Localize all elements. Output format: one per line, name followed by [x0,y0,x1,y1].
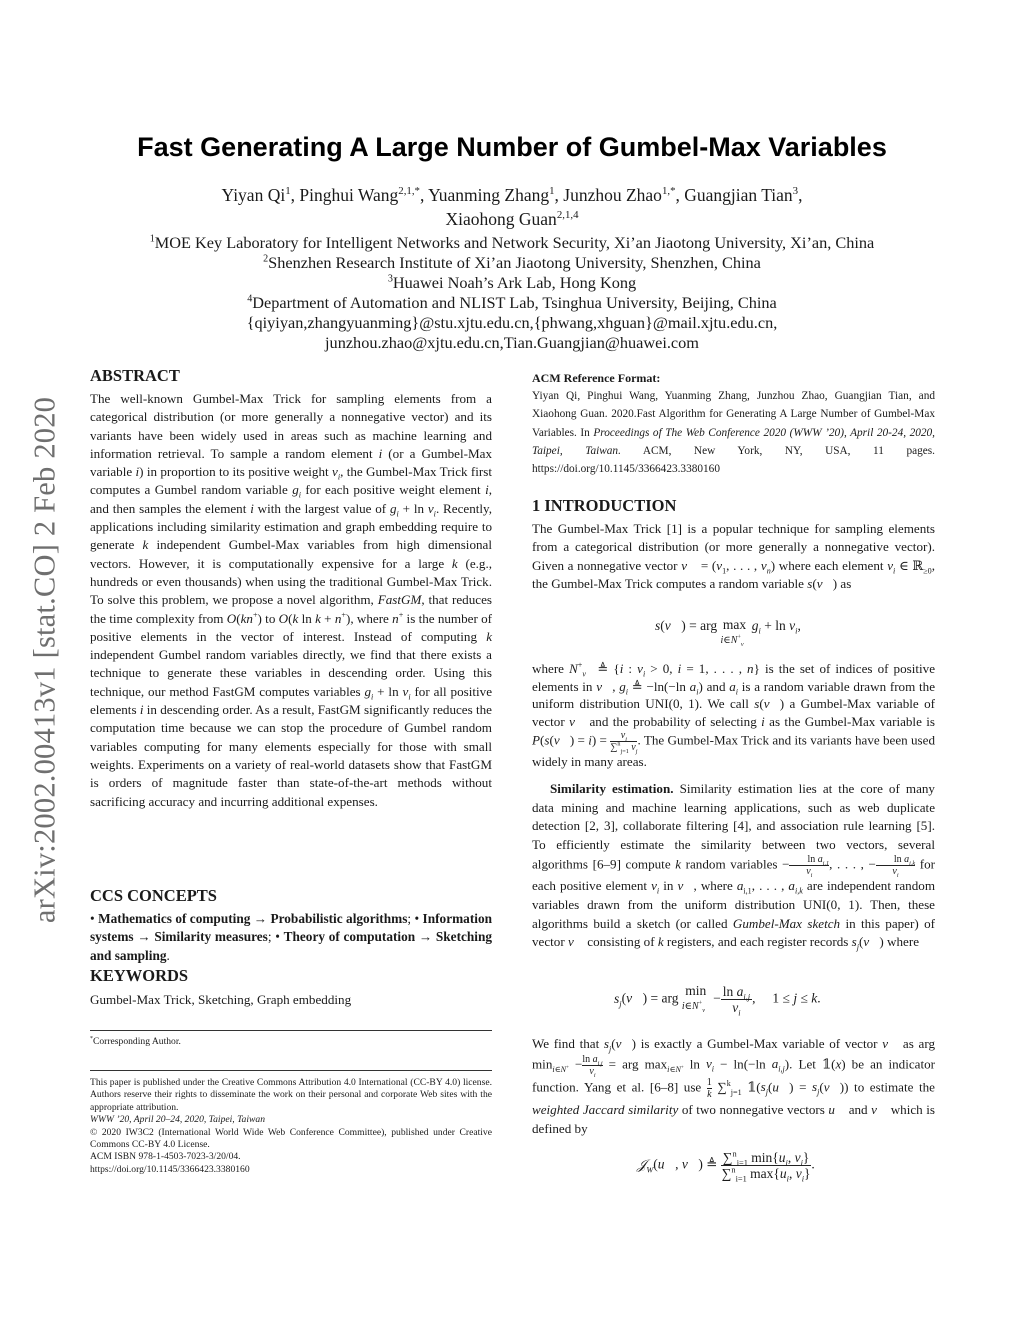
intro-text: registers, and each register records [663,934,852,950]
ccs-term: Information systems [90,911,492,945]
affiliation [60,293,964,313]
intro-text: Similarity estimation lies at the core of many data mining and machine learning applications, such as web duplicate detection [2, 3], collaborate filtering [4], and association rule learning [5]. To efficiently estimate the similarity between two vectors, several algorithms [6–9] compute [532,781,935,872]
intro-text: where [883,934,920,950]
intro-text: a Gumbel-Max variable of vector [532,696,935,729]
arxiv-stamp [20,355,70,965]
abstract-text: is the number of positive elements in the vector of interest. Instead of computing [90,610,493,644]
intro-text: as the Gumbel-Max variable is [764,713,935,729]
abstract-text: in descending order. As a result, FastGM significantly reduces the computation time because we can stop the procedure of Gumbel random variables computing for many elements especially for those with small weights. Experiments on a variety of real-world datasets show that FastGM is orders of magnitude faster than state-of-the-art methods without sacrificing accuracy and incurring additional expenses. [90,702,492,809]
ccs-term: Similarity measures [154,929,268,945]
term-weighted-jaccard: weighted Jaccard similarity [532,1101,679,1117]
acm-ref-authors: Yiyan Qi, Pinghui Wang, Yuanming Zhang, Junzhou Zhao, Guangjian Tian, and Xiaohong Guan. 2020.Fast Algorithm for Generating A Large Number of Gumbel-Max Variables. In [532,390,935,439]
intro-text: . The Gumbel-Max Trick and its variants have been used widely in many areas. [532,732,936,770]
license-venue: WWW ’20, April 20–24, 2020, Taipei, Taiwan [90,1114,266,1126]
intro-text: The Gumbel-Max Trick [1] is a popular technique for sampling elements from a categorical distribution (or more generally a nonnegative vector). Given a nonnegative vector [532,521,935,573]
author-name: Yiyan Qi [221,185,286,205]
footnote-text: Corresponding Author. [92,1036,181,1047]
equation-weighted-jaccard: 𝒥$_W$(u⃗, v⃗) ≜ $\frac{\sum^n_{i=1} \min\{u_i, v_i\}}{\sum^n_{i=1} \max\{u_i, v_i\}}$ . [637,1149,815,1184]
ccs-term: Sketching and sampling [90,929,493,963]
intro-text: is the set of indices of positive elements in [532,661,936,694]
license-copyright: © 2020 IW3C2 (International World Wide Web Conference Committee), published under Creative Commons CC-BY 4.0 License. [90,1126,492,1151]
license-rule [90,1070,492,1071]
intro-text: and the probability of selecting [585,713,762,729]
intro-text: , the Gumbel-Max Trick computes a random variable [532,557,936,591]
affiliation-sup: 3 [387,273,393,285]
intro-text: consisting of [584,934,658,950]
acm-ref-text [532,387,935,478]
author-list [60,185,964,206]
author-name: Xiaohong Guan [445,209,557,229]
intro-heading: 1 INTRODUCTION [532,496,677,515]
abstract-body: The well-known Gumbel-Max Trick for sampling elements from a categorical distribution (or more generally a nonnegative vector) and its variants have been widely used in areas such as machine learning and information retrieval. To sample a random element i (or a Gumbel-Max variable i) in proportion to its positive weight $v_i$, the Gumbel-Max Trick first computes a Gumbel random variable $g_i$ for each positive weight element i, and then samples the element i with the largest value of $g_i + \ln v_i$. Recently, applications including similarity estimation and graph embedding require to generate k independent Gumbel-Max variables from high dimensional vectors. However, it is computationally expensive for a large k (e.g., hundreds or even thousands) when using the traditional Gumbel-Max Trick. To solve this problem, we propose a novel algorithm, FastGM, that reduces the time complexity from O(kn+) to O(k ln k + n+), where n+ is the number of positive elements in the vector of interest. Instead of computing k independent Gumbel random variables directly, we find that there exists a technique to generate these variables in descending order. Using this technique, our method FastGM computes variables $g_i + \ln v_i$ for all positive elements i in descending order. As a result, FastGM significantly reduces the computation time because we can stop the procedure of Gumbel random variables computing for many elements especially for those with small weights. Experiments on a variety of real-world datasets show that FastGM is orders of magnitude faster than state-of-the-art methods without sacrificing accuracy and incurring additional expenses. [90,391,493,809]
intro-para-2: where $N^+_{v⃗}$ ≜ {i : $v_i > 0$, i = 1, . . . , n} is the set of indices of positive elements in v⃗, $g_i$ ≜ −ln(−ln $a_i$) and $a_i$ is a random variable drawn from the uniform distribution UNI(0, 1). We call s(v⃗) a Gumbel-Max variable of vector v⃗ and the probability of selecting i as the Gumbel-Max variable is P(s(v⃗) = i) = $\frac{v_i}{\sum^n_{j=1} v_j}$. The Gumbel-Max Trick and its variants have been used widely in many areas. [532,660,936,770]
intro-text: be an indicator function. Yang et al. [6–8] use [532,1056,936,1095]
author-sup: 2,1,4 [556,209,579,222]
intro-text: where [700,878,737,894]
abstract-text: , and then samples the element [90,482,492,516]
license-text: This paper is published under the Creative Commons Attribution 4.0 International (CC-BY 4.0) license. Authors reserve their rights to disseminate the work on their personal and corporate Web sites with the appropriate attribution. [90,1077,492,1113]
affiliation-sup: 4 [247,293,253,305]
abstract-text: for all positive elements [90,683,493,718]
author-sup: 3 [792,185,799,198]
author-separator: , [798,185,803,205]
author-sup: 1,* [661,185,676,198]
intro-text: where each element [775,557,888,573]
term-gumbel-max-sketch: Gumbel-Max sketch [732,915,841,931]
author-list-line2 [60,209,964,230]
footnote-rule [90,1030,492,1031]
email-line: junzhou.zhao@xjtu.edu.cn,Tian.Guangjian@huawei.com [325,333,699,352]
ccs-heading: CCS CONCEPTS [90,886,217,905]
abstract-text: ) in proportion to its positive weight [139,464,332,480]
intro-para-1: The Gumbel-Max Trick [1] is a popular technique for sampling elements from a categorical distribution (or more generally a nonnegative vector). Given a nonnegative vector v⃗ = ($v_1$, . . . , $v_n$) where each element $v_i$ ∈ ℝ$_{\ge 0}$, the Gumbel-Max Trick computes a random variable s(v⃗) as [532,521,936,591]
intro-para-3: Similarity estimation. Similarity estimation lies at the core of many data mining and machine learning applications, such as web duplicate detection [2, 3], collaborate filtering [4], and association rule learning [5]. To efficiently estimate the similarity between two vectors, several algorithms [6–9] compute k random variables − $\frac{\ln a_{i,1}}{v_i}$, . . . , − $\frac{\ln a_{i,k}}{v_i}$ for each positive element $v_i$ in v⃗, where $a_{i,1}$, . . . , $a_{i,k}$ are independent random variables drawn from the uniform distribution UNI(0, 1). Then, these algorithms build a sketch (or called Gumbel-Max sketch in this paper) of vector v⃗ consisting of k registers, and each register records $s_j(v⃗)$ where [532,781,936,952]
abstract-text: . Recently, applications including similarity estimation and graph embedding require to generate [90,500,492,553]
abstract-text: , the Gumbel-Max Trick first computes a Gumbel random variable [90,464,492,498]
intro-text: in this paper) of vector [532,915,935,950]
intro-text: as [898,1036,919,1051]
author-sup: 1 [549,185,555,198]
intro-text: for each positive element [532,856,935,894]
affiliation-sup: 1 [149,233,155,245]
footnote: *Corresponding Author. [90,1035,181,1047]
intro-text: is a random variable drawn from the uniform distribution UNI(0, 1). We call [532,678,936,712]
abstract-text: for each positive weight element [301,482,486,498]
intro-text: to estimate the [848,1079,935,1095]
affiliation-text: Huawei Noah’s Ark Lab, Hong Kong [392,273,637,292]
equation-gumbel-max: s(v⃗) = arg max $i\in N^+_{v⃗}$ $g_i + \ln v_i$, [655,617,801,648]
intro-text: and [702,678,730,694]
affiliation-text: Department of Automation and NLIST Lab, Tsinghua University, Beijing, China [252,293,777,312]
keywords-text: Gumbel-Max Trick, Sketching, Graph embedding [90,992,352,1007]
license-block [90,1077,492,1176]
author-sup: 2,1,* [398,185,420,198]
affiliation [60,273,964,293]
ccs-term: Theory of computation [283,929,416,945]
acm-ref-tail: ACM, New York, NY, USA, 11 pages. https://doi.org/10.1145/3366423.3380160 [532,444,936,476]
license-doi: https://doi.org/10.1145/3366423.3380160 [90,1163,250,1175]
intro-text: as [837,575,852,591]
abstract-text: with the largest value of [253,500,390,516]
arxiv-stamp-text: arXiv:2002.00413v1 [stat.CO] 2 Feb 2020 [27,396,62,924]
ccs-term: Probabilistic algorithms [270,911,408,926]
abstract-text: independent Gumbel-Max variables from high dimensional vectors. However, it is computationally expensive for a large [90,537,492,571]
equation-sketch-register: $s_j(v⃗)$ = arg min $i\in N^+_{v⃗}$ − $\frac{\ln a_{i,j}}{v_i}$ , 1 ≤ j ≤ k. [614,983,821,1018]
ccs-term: Mathematics of computing [98,911,251,926]
author-name: , Junzhou Zhao [554,185,662,205]
paper-title: Fast Generating A Large Number of Gumbel-Max Variables [137,132,887,162]
affiliation-sup: 2 [263,253,269,265]
acm-ref-proceedings: Proceedings of The Web Conference 2020 (WWW ’20), April 20-24, 2020, Taipei, Taiwan. [532,426,935,457]
intro-text: and [845,1101,872,1117]
ccs-concepts: • Mathematics of computing → Probabilistic algorithms; • Information systems → Similarity measures; • Theory of computation → Sketching and sampling. [90,911,493,963]
intro-text: is exactly a Gumbel-Max variable of vector [636,1036,883,1051]
intro-para-4: We find that $s_j(v⃗)$ is exactly a Gumbel-Max variable of vector v⃗ as arg $\min_{i\in N^+}$ − $\frac{\ln a_{i,j}}{v_i}$ = arg $\max_{i\in N^+} \ln v_i - \ln(-\ln$ $a_{i,j}$). Let 𝟙(x) be an indicator function. Yang et al. [6–8] use $\frac{1}{k} \sum^k_{j=1}$ $𝟙(s_j(u⃗)$ = $s_j(v⃗)$) to estimate the weighted Jaccard similarity of two nonnegative vectors u⃗ and v⃗ which is defined by [532,1036,936,1137]
affiliation-text: MOE Key Laboratory for Intelligent Networks and Network Security, Xi’an Jiaotong University, Xi’an, China [154,233,875,252]
intro-text: are independent random variables drawn from the uniform distribution UNI(0, 1). Then, these algorithms build a sketch (or called [532,878,936,931]
author-name: , Yuanming Zhang [419,185,550,205]
affiliation [60,233,964,253]
intro-text: which is defined by [532,1101,936,1137]
intro-text: of two nonnegative vectors [678,1101,829,1117]
author-name: , Pinghui Wang [290,185,399,205]
license-isbn: ACM ISBN 978-1-4503-7023-3/20/04. [90,1151,241,1163]
author-sup: 1 [285,185,291,198]
author-name: , Guangjian Tian [675,185,793,205]
algorithm-name: FastGM [377,592,422,608]
affiliation [60,253,964,273]
abstract-text: , that reduces the time complexity from [90,592,492,626]
intro-text: . Let [789,1056,822,1072]
abstract-text: , where [350,610,393,626]
acm-ref-heading: ACM Reference Format: [532,371,661,385]
paragraph-head: Similarity estimation. [550,781,674,796]
affiliation-text: Shenzhen Research Institute of Xi’an Jiaotong University, Shenzhen, China [268,253,761,272]
abstract-text: The well-known Gumbel-Max Trick for sampling elements from a categorical distribution (or more generally a nonnegative vector) and its variants have been widely used in areas such as machine learning and information retrieval. To sample a random element [90,391,492,461]
abstract-heading: ABSTRACT [90,366,180,385]
email-line: {qiyiyan,zhangyuanming}@stu.xjtu.edu.cn,{phwang,xhguan}@mail.xjtu.edu.cn, [246,313,778,332]
abstract-text: to [261,610,279,626]
abstract-text: independent Gumbel random variables directly, we find that there exists a technique to generate these variables in descending order. Using this technique, our method FastGM computes variables [90,647,492,699]
abstract-text: (or a Gumbel-Max variable [90,445,492,480]
intro-text: where [532,661,570,676]
keywords-heading: KEYWORDS [90,966,189,985]
intro-text: random variables [681,856,783,872]
intro-text: in [659,878,678,894]
abstract-text: (e.g., hundreds or even thousands) when using the traditional Gumbel-Max Trick. To solve this problem, we propose a novel algorithm, [90,555,492,608]
intro-text: We find that [532,1036,604,1051]
